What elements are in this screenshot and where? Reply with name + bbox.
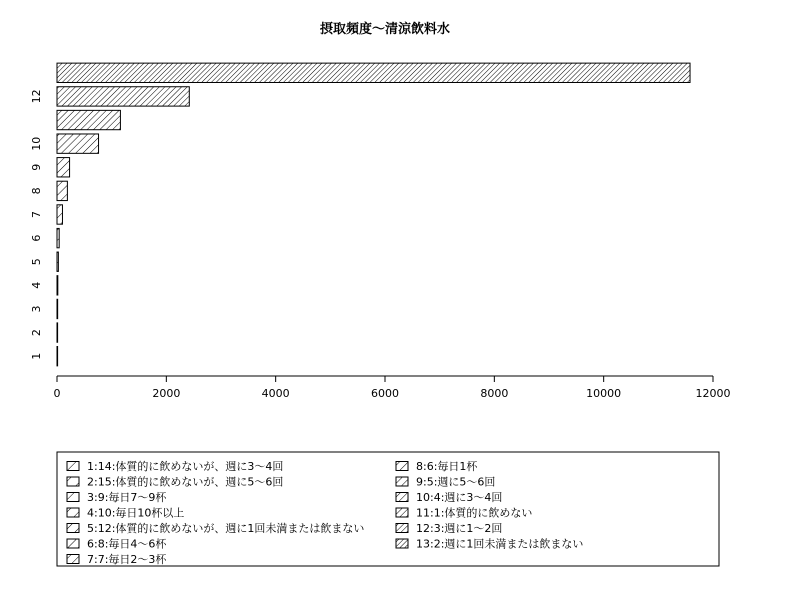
legend-entry: 4:10:毎日10杯以上 bbox=[87, 506, 185, 520]
legend-entry: 11:1:体質的に飲めない bbox=[416, 506, 533, 520]
x-tick-label: 0 bbox=[53, 387, 61, 400]
bar-2 bbox=[57, 323, 58, 342]
legend-swatch bbox=[67, 524, 79, 533]
legend-entry: 8:6:毎日1杯 bbox=[416, 460, 478, 473]
y-tick-label: 6 bbox=[30, 234, 43, 242]
bar-7 bbox=[57, 205, 62, 224]
x-tick-label: 2000 bbox=[152, 387, 181, 400]
legend-swatch bbox=[67, 462, 79, 471]
bar-6 bbox=[57, 228, 59, 247]
bar-13 bbox=[57, 63, 690, 82]
x-tick-label: 4000 bbox=[261, 387, 290, 400]
legend-swatch bbox=[396, 508, 408, 517]
legend-entry: 1:14:体質的に飲めないが、週に3～4回 bbox=[87, 460, 284, 473]
bar-10 bbox=[57, 134, 99, 153]
x-tick-label: 12000 bbox=[695, 387, 731, 400]
legend-entry: 12:3:週に1～2回 bbox=[416, 522, 503, 535]
y-tick-label: 12 bbox=[30, 89, 43, 104]
x-tick-label: 10000 bbox=[586, 387, 622, 400]
y-tick-label: 7 bbox=[30, 211, 43, 218]
legend-entry: 9:5:週に5～6回 bbox=[416, 475, 496, 489]
bar-3 bbox=[57, 299, 58, 318]
legend-entry: 6:8:毎日4～6杯 bbox=[87, 537, 167, 551]
legend bbox=[57, 452, 719, 566]
y-tick-label: 1 bbox=[30, 352, 43, 360]
legend-swatch bbox=[396, 539, 408, 548]
x-tick-label: 6000 bbox=[371, 387, 399, 400]
y-tick-label: 5 bbox=[30, 258, 43, 266]
bars-layer bbox=[57, 63, 690, 366]
legend-swatch bbox=[396, 493, 408, 502]
bar-12 bbox=[57, 87, 189, 106]
y-axis bbox=[30, 89, 43, 359]
legend-entry: 10:4:週に3～4回 bbox=[416, 491, 503, 504]
legend-swatch bbox=[67, 477, 79, 486]
legend-entry: 5:12:体質的に飲めないが、週に1回未満または飲まない bbox=[87, 522, 365, 535]
legend-swatch bbox=[67, 555, 79, 564]
bar-1 bbox=[57, 347, 58, 366]
y-tick-label: 2 bbox=[30, 329, 43, 337]
bar-5 bbox=[57, 252, 58, 271]
legend-swatch bbox=[396, 524, 408, 533]
y-tick-label: 8 bbox=[30, 187, 43, 195]
y-tick-label: 9 bbox=[30, 163, 43, 171]
chart-title: 摂取頻度～清涼飲料水 bbox=[319, 22, 451, 37]
x-tick-label: 8000 bbox=[480, 387, 509, 400]
y-tick-label: 3 bbox=[30, 305, 43, 313]
bar-4 bbox=[57, 276, 58, 295]
legend-swatch bbox=[67, 539, 79, 548]
legend-swatch bbox=[396, 462, 408, 471]
legend-entry: 7:7:毎日2～3杯 bbox=[87, 553, 167, 566]
bar-9 bbox=[57, 158, 70, 177]
y-tick-label: 10 bbox=[30, 136, 43, 151]
legend-entry: 2:15:体質的に飲めないが、週に5～6回 bbox=[87, 475, 284, 489]
y-tick-label: 4 bbox=[30, 281, 43, 289]
legend-swatch bbox=[67, 493, 79, 502]
bar-8 bbox=[57, 181, 67, 200]
legend-entry: 13:2:週に1回未満または飲まない bbox=[416, 537, 584, 551]
legend-swatch bbox=[67, 508, 79, 517]
legend-entry: 3:9:毎日7～9杯 bbox=[87, 491, 167, 504]
x-axis bbox=[54, 376, 731, 400]
bar-11 bbox=[57, 110, 120, 129]
legend-swatch bbox=[396, 477, 408, 486]
